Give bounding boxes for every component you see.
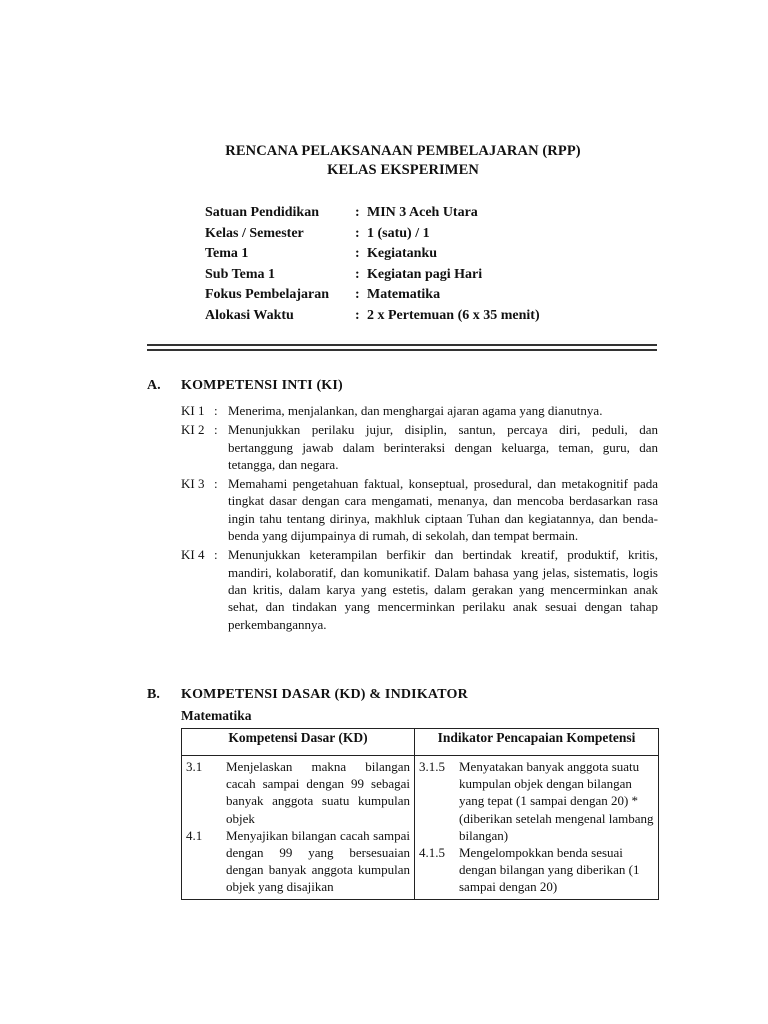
kd-text: Menjelaskan makna bilangan cacah sampai dengan 99 sebagai banyak anggota suatu kumpulan objek [226,759,410,826]
ki-text: Menunjukkan keterampilan berfikir dan bertindak kreatif, produktif, kritis, mandiri, kolaboratif, dan komunikatif. Dalam bahasa yang jelas, sistematis, logis dan kritis, dalam karya yang estetis, dalam gerakan yang mencerminkan anak sehat, dan tindakan yang mencerminkan perilaku anak sesuai dengan tahap perkembangannya. [228,547,658,632]
identity-label: Kelas / Semester [205,225,304,241]
section-b-title: KOMPETENSI DASAR (KD) & INDIKATOR [181,687,468,702]
identity-label: Fokus Pembelajaran [205,287,330,303]
ki-code: KI 3 [181,476,205,492]
identity-colon: : [355,246,360,262]
identity-colon: : [355,307,360,323]
identity-row [205,285,540,306]
kd-entry [186,758,410,827]
identity-value: MIN 3 Aceh Utara [367,205,478,220]
ki-colon: : [214,547,218,563]
identity-label: Satuan Pendidikan [205,205,319,220]
identity-value: Kegiatanku [367,246,438,262]
ki-code: KI 1 [181,403,205,418]
identity-label: Alokasi Waktu [205,307,294,323]
table-header-indicator: Indikator Pencapaian Kompetensi [415,729,659,756]
ki-text: Menunjukkan perilaku jujur, disiplin, santun, percaya diri, peduli, dan bertanggung jawab dalam berinteraksi dengan keluarga, teman, guru, dan tetangga, dan negara. [228,422,658,472]
ki-item [181,402,658,419]
ki-text: Memahami pengetahuan faktual, konseptual, prosedural, dan metakognitif pada tingkat dasar dengan cara mengamati, menanya, dan mencoba berdasarkan rasa ingin tahu tentang dirinya, makhluk ciptaan Tuhan dan kegiatannya, dan benda-benda yang dijumpainya di rumah, di sekolah, dan tempat bermain. [228,476,658,544]
identity-colon: : [355,205,360,220]
document-subtitle: KELAS EKSPERIMEN [327,162,479,178]
ki-code: KI 4 [181,547,205,563]
ki-item [181,421,658,473]
table-row [182,756,659,900]
identity-label: Tema 1 [205,246,249,262]
table-header-row [182,729,659,756]
indicator-entry [419,758,654,844]
table-header-kd: Kompetensi Dasar (KD) [182,729,415,756]
identity-row [205,265,540,286]
ki-colon: : [214,403,218,418]
kd-cell [182,756,415,900]
subject-title: Matematika [181,708,252,723]
kd-code: 4.1 [186,827,203,843]
identity-block [205,203,540,327]
ki-code: KI 2 [181,422,205,438]
identity-row [205,203,540,224]
identity-colon: : [355,266,360,282]
indicator-code: 3.1.5 [419,759,445,774]
ki-colon: : [214,476,218,492]
kd-entry [186,827,410,896]
indicator-code: 4.1.5 [419,845,445,861]
kd-table [181,728,659,900]
indicator-cell [415,756,659,900]
ki-list [181,402,658,635]
identity-colon: : [355,225,360,241]
kd-text: Menyajikan bilangan cacah sampai dengan 99 yang bersesuaian dengan banyak anggota kumpulan objek yang disajikan [226,827,410,895]
identity-value: Kegiatan pagi Hari [367,266,483,282]
kd-code: 3.1 [186,759,203,774]
ki-item [181,475,658,544]
section-b-letter: B. [147,687,160,702]
identity-value: 1 (satu) / 1 [367,225,430,241]
identity-row [205,306,540,327]
ki-colon: : [214,422,218,438]
divider-top [147,344,657,346]
ki-text: Menerima, menjalankan, dan menghargai ajaran agama yang dianutnya. [228,403,603,418]
section-a-letter: A. [147,378,161,393]
section-a-title: KOMPETENSI INTI (KI) [181,378,343,393]
identity-value: 2 x Pertemuan (6 x 35 menit) [367,307,540,323]
indicator-entry [419,844,654,896]
indicator-text: Mengelompokkan benda sesuai dengan bilangan yang diberikan (1 sampai dengan 20) [459,845,640,895]
ki-item [181,546,658,632]
identity-row [205,224,540,245]
identity-value: Matematika [367,287,441,303]
identity-row [205,244,540,265]
divider-bottom [147,349,657,351]
identity-colon: : [355,287,360,303]
indicator-text: Menyatakan banyak anggota suatu kumpulan objek dengan bilangan yang tepat (1 sampai dengan 20) *(diberikan setelah mengenal lambang bilangan) [459,759,654,843]
identity-label: Sub Tema 1 [205,266,276,282]
document-title: RENCANA PELAKSANAAN PEMBELAJARAN (RPP) [225,143,581,159]
